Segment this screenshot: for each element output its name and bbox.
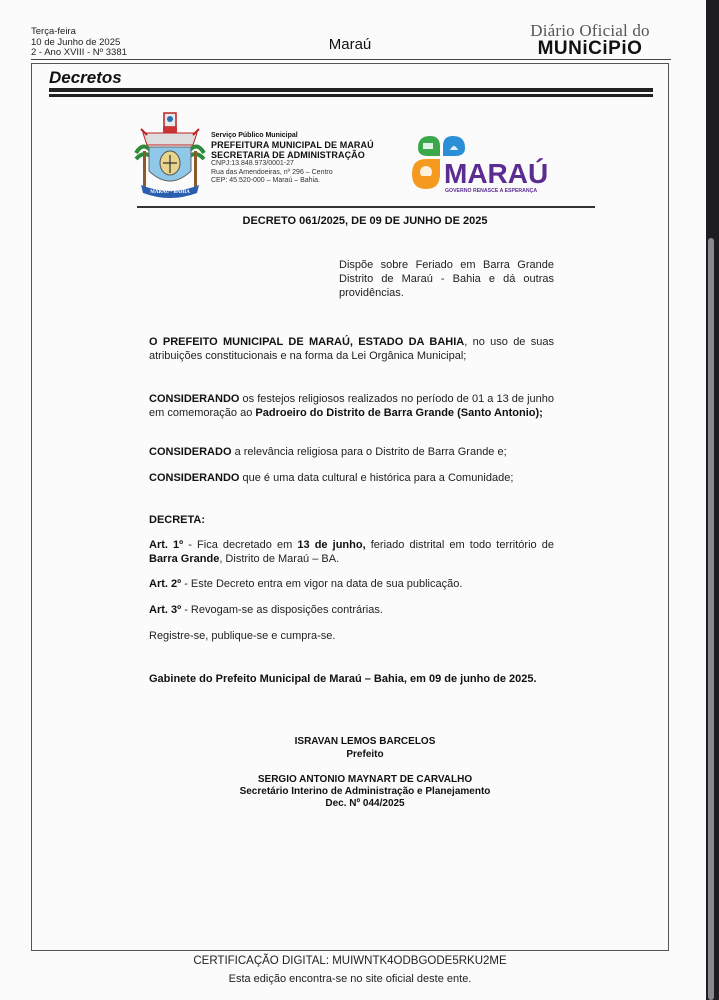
letterhead-cep: CEP: 45.520-000 – Maraú – Bahia. — [211, 177, 320, 185]
marau-logo-slogan: GOVERNO RENASCE A ESPERANÇA — [445, 188, 538, 194]
header-divider — [31, 59, 671, 60]
considering-label: CONSIDERANDO — [149, 472, 240, 484]
preamble-bold: O PREFEITO MUNICIPAL DE MARAÚ, ESTADO DA BAHIA — [149, 336, 465, 348]
considering-label: CONSIDERANDO — [149, 393, 240, 405]
brand-bottom: MUNiCiPiO — [537, 38, 643, 59]
city-name: Maraú — [328, 36, 372, 53]
edition-note: Esta edição encontra-se no site oficial deste ente. — [228, 973, 472, 985]
secretary-decree: Dec. Nº 044/2025 — [325, 798, 405, 809]
article-text: , Distrito de Maraú – BA. — [219, 553, 340, 565]
mayor-name: ISRAVAN LEMOS BARCELOS — [294, 736, 436, 747]
article-text: - Revogam-se as disposições contrárias. — [181, 604, 383, 616]
diario-oficial-logo — [520, 22, 660, 59]
article-text: - Este Decreto entra em vigor na data de sua publicação. — [181, 578, 463, 590]
letterhead-cnpj: CNPJ:13.848.973/0001-27 — [211, 160, 294, 168]
article-text: - Fica decretado em — [183, 539, 298, 551]
letterhead-prefeitura: PREFEITURA MUNICIPAL DE MARAÚ — [211, 140, 374, 151]
marau-government-logo-icon — [410, 134, 560, 194]
edition-number: 2 - Ano XVIII - Nº 3381 — [31, 47, 127, 58]
preamble-text: , no uso de suas atribuições constitucionais e na forma da Lei Orgânica Municipal; — [149, 336, 554, 362]
decree-summary: Dispõe sobre Feriado em Barra Grande Distrito de Maraú - Bahia e dá outras providências. — [339, 259, 554, 299]
content-frame — [31, 63, 669, 951]
letterhead-secretaria: SECRETARIA DE ADMINISTRAÇÃO — [211, 150, 365, 161]
considering-paragraph-1 — [149, 392, 554, 420]
marau-logo-text: MARAÚ — [444, 158, 549, 189]
letterhead-divider — [137, 206, 595, 208]
scrollbar-thumb[interactable] — [708, 238, 714, 1000]
considering-text: a relevância religiosa para o Distrito de Barra Grande e; — [231, 446, 507, 458]
secretary-title: Secretário Interino de Administração e Planejamento — [239, 786, 491, 797]
place-and-date: Gabinete do Prefeito Municipal de Maraú – Bahia, em 09 de junho de 2025. — [149, 673, 537, 685]
considering-label: CONSIDERADO — [149, 446, 232, 458]
letterhead-address: Rua das Amendoeiras, nº 296 – Centro — [211, 168, 333, 176]
article-text: feriado distrital em todo território de — [365, 539, 554, 551]
decree-title: DECRETO 061/2025, DE 09 DE JUNHO DE 2025 — [242, 215, 488, 227]
publication-date: 10 de Junho de 2025 — [31, 36, 121, 48]
coat-ribbon-text: MARAÚ - BAHIA — [150, 190, 190, 195]
mayor-title: Prefeito — [346, 749, 384, 760]
section-divider — [49, 88, 653, 92]
edition-info — [31, 27, 127, 59]
considering-paragraph-2 — [149, 445, 554, 459]
article-1 — [149, 538, 554, 566]
considering-text: que é uma data cultural e histórica para a Comunidade; — [239, 472, 514, 484]
letterhead-line: Serviço Público Municipal — [211, 132, 298, 139]
article-label: Art. 2º — [149, 578, 182, 590]
coat-of-arms-icon — [133, 111, 207, 199]
brand-top: Diário Oficial do — [530, 21, 650, 40]
decreta-heading — [149, 513, 554, 527]
digital-certification: CERTIFICAÇÃO DIGITAL: MUIWNTK4ODBGODE5RKU2ME — [193, 955, 507, 967]
article-2 — [149, 577, 554, 591]
considering-bold-text: Padroeiro do Distrito de Barra Grande (Santo Antonio); — [255, 407, 543, 419]
article-bold-text: Barra Grande — [149, 553, 220, 565]
article-bold-text: 13 de junho, — [297, 539, 366, 551]
article-3 — [149, 603, 554, 617]
secretary-name: SERGIO ANTONIO MAYNART DE CARVALHO — [257, 774, 473, 785]
weekday: Terça-feira — [31, 26, 76, 37]
considering-text: os festejos religiosos realizados no período de 01 a 13 de junho em comemoração ao — [149, 393, 554, 419]
closing-formula: Registre-se, publique-se e cumpra-se. — [149, 630, 336, 642]
article-label: Art. 3º — [149, 604, 182, 616]
letterhead-text — [211, 132, 374, 186]
section-divider — [49, 94, 653, 97]
preamble-paragraph — [149, 335, 554, 363]
decreta-label: DECRETA: — [149, 514, 206, 526]
article-label: Art. 1º — [149, 539, 184, 551]
considering-paragraph-3 — [149, 471, 554, 485]
section-title: Decretos — [49, 68, 122, 87]
